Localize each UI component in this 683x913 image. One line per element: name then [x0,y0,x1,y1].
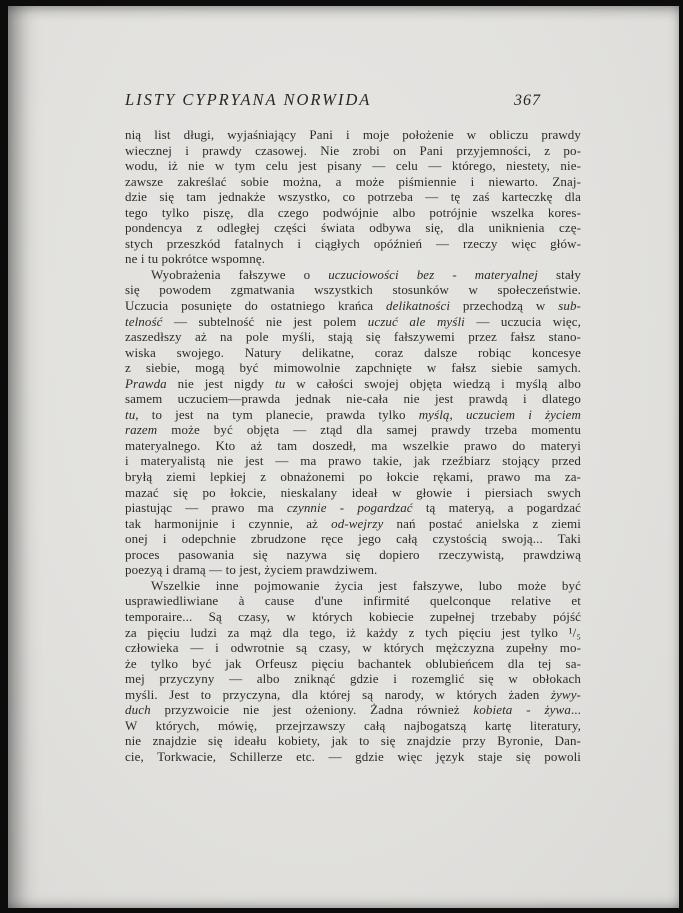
text-line: proces pasowania się nazywa się dopiero rzeczywistą, prawdziwą [125,546,581,562]
text-line: mej przyczyny — albo zniknąć gdzie i rozemglić się w obłokach [125,671,581,687]
text-line: zawsze zakreślać sobie można, a może piśmiennie i niewarto. Znaj- [125,173,581,189]
text-line: i materyalistą nie jest — ma prawo takie, jak rzeźbiarz stojący przed [125,453,581,469]
text-line: tu, to jest na tym planecie, prawda tylko myślą, uczuciem i życiem [125,406,581,422]
text-line: dzie się tam jednakże wszystko, co potrzeba — tę zaś karteczkę dla [125,189,581,205]
text-line: mazać się po łokcie, nieskalany ideał w głowie i piersiach swych [125,484,581,500]
text-line: człowieka — i odwrotnie są czasy, w których mężczyzna zupełny mo- [125,640,581,656]
text-line: pondencya z odległej części świata odbywa się, dla uniknienia czę- [125,220,581,236]
text-line: piastując — prawo ma czynnie - pogardzać tą materyą, a pogardzać [125,500,581,516]
text-line: telność — subtelność nie jest polem uczuć ale myśli — uczucia więc, [125,313,581,329]
text-line: cie, Torkwacie, Schillerze etc. — gdzie więc język staje się powoli [125,748,581,764]
text-line: Prawda nie jest nigdy tu w całości swojej objęta wiedzą i myślą albo [125,375,581,391]
text-line: razem może być objęta — ztąd dla samej prawdy trzeba momentu [125,422,581,438]
text-line: z siebie, mogą być mimowolnie zapchnięte w fałsz siebie samych. [125,360,581,376]
text-line: myśli. Jest to przyczyna, dla której są narody, w których żaden żywy- [125,686,581,702]
text-line: wiska swojego. Natury delikatne, coraz dalsze robiąc koncesye [125,344,581,360]
text-line: nią list długi, wyjaśniający Pani i moje położenie w obliczu prawdy [125,127,581,142]
text-line: stych przeszkód fatalnych i ciągłych opóźnień — rzeczy więc głów- [125,235,581,251]
text-line: ne i tu pokrótce wspomnę. [125,251,266,267]
text-line: samem uczuciem—prawda jednak nie-cała nie jest prawdą i dlatego [125,391,581,407]
text-line: Uczucia posunięte do ostatniego krańca delikatności przechodzą w sub- [125,298,581,314]
text-line: Wszelkie inne pojmowanie życia jest fałszywe, lubo może być [151,577,581,593]
text-line: materyalnego. Kto aż tam doszedł, ma wszelkie prawo do materyi [125,437,581,453]
text-line: temporaire... Są czasy, w których kobiecie zupełnej trzebaby pójść [125,608,581,624]
page-number: 367 [514,92,541,109]
text-line: tak harmonijnie i czynnie, aż od-wejrzy nań postać anielska z ziemi [125,515,581,531]
text-line: bryłą ziemi lepkiej z obnażonemi po łokcie rękami, prawo ma za- [125,469,581,485]
page-header [125,90,541,110]
text-line: wiecznej i prawdy czasowej. Nie zrobi on Pani przyjemności, z po- [125,142,581,158]
text-line: poezyą i dramą — to jest, życiem prawdziwem. [125,562,378,578]
text-line: W których, mówię, przejrzawszy całą najbogatszą kartę literatury, [125,717,581,733]
text-line: duch przyzwoicie nie jest ożeniony. Żadna również kobieta - żywa... [125,702,581,718]
text-line: zaszedłszy aż na pole myśli, stają się fałszywemi przez fałsz stano- [125,329,581,345]
text-line: się powodem zgmatwania wszystkich stosunków w społeczeństwie. [125,282,581,298]
text-line: usprawiedliwiane à cause d'une infirmité quelconque relative et [125,593,581,609]
text-line: że tylko być jak Orfeusz pięciu bachantek oblubieńcem dla tej sa- [125,655,581,671]
text-line: Wyobrażenia fałszywe o uczuciowości bez - materyalnej stały [151,266,581,282]
text-block [125,127,581,764]
text-line: nie znajdzie się ideału kobiety, jak to się znajdzie przy Byronie, Dan- [125,733,581,749]
text-line: za pięciu ludzi za mąż dla tego, iż każdy z tych pięciu jest tylko ¹/₅ [125,624,581,640]
text-line: onej i odepchnie zbrudzone ręce jego całą czystością swoją... Taki [125,531,581,547]
text-line: wodu, iż nie w tym celu jest pisany — celu — którego, niestety, nie- [125,158,581,174]
text-line: tego tylko piszę, dla czego podwójnie albo potrójnie wszelka kores- [125,204,581,220]
page-title: LISTY CYPRYANA NORWIDA [125,90,372,109]
book-page [8,6,679,908]
